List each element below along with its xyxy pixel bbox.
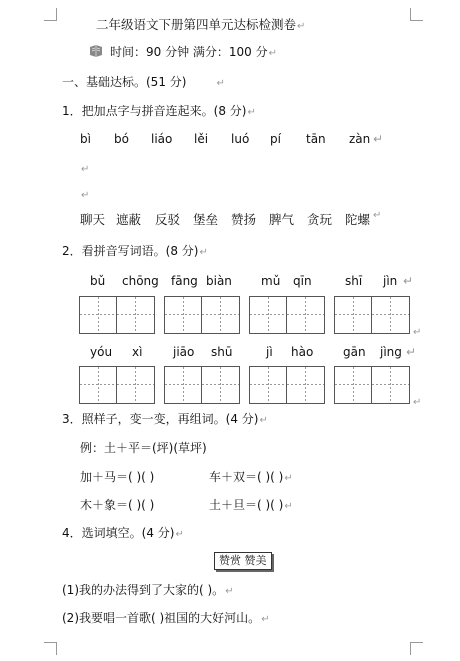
q1-pinyin-row: bì bó liáo lěi luó pí tān zàn ↵: [80, 132, 384, 146]
pinyin-item: bì: [80, 132, 91, 146]
writing-grid[interactable]: [79, 366, 155, 404]
pinyin-item: jìn: [383, 274, 398, 288]
pinyin-item: luó: [231, 132, 250, 146]
q2-pinyin-row-1: bǔ chōng fāng biàn mǔ qīn shī jìn ↵: [90, 274, 414, 288]
crop-mark-top-right: [410, 8, 423, 21]
question-1-label: 1．把加点字与拼音连起来。(8 分)↵: [62, 104, 256, 118]
section-heading: 一、基础达标。(51 分) ↵: [62, 75, 225, 89]
crop-mark-bottom-right: [410, 642, 423, 655]
q3-example: 例：土＋平＝(坪)(草坪): [80, 441, 207, 455]
pinyin-item: chōng: [122, 274, 159, 288]
book-icon: [88, 44, 104, 58]
page-title: 二年级语文下册第四单元达标检测卷↵: [96, 17, 306, 32]
word-item: 遮蔽: [116, 212, 142, 227]
q1-words-row: 聊天 遮蔽 反驳 堡垒 赞扬 脾气 贪玩 陀螺 ↵: [80, 210, 382, 227]
word-item: 堡垒: [193, 212, 219, 227]
q3-item: 加＋马＝( )( ): [80, 470, 155, 484]
pinyin-item: jì: [266, 345, 273, 359]
pinyin-item: bǔ: [90, 274, 106, 288]
writing-grid[interactable]: [334, 296, 410, 334]
q3-item: 木＋象＝( )( ): [80, 498, 155, 512]
pinyin-item: jìng: [380, 345, 402, 359]
word-item: 贪玩: [307, 212, 333, 227]
q4-sentence: (1)我的办法得到了大家的( )。↵: [62, 583, 234, 597]
q3-item: 土＋旦＝( )( )↵: [209, 498, 293, 512]
writing-grid[interactable]: [249, 296, 325, 334]
writing-grid[interactable]: [164, 366, 240, 404]
pinyin-item: xì: [132, 345, 143, 359]
q3-item: 车＋双＝( )( )↵: [209, 470, 293, 484]
pinyin-item: mǔ: [261, 274, 281, 288]
pinyin-item: tān: [306, 132, 326, 146]
pinyin-item: liáo: [151, 132, 173, 146]
word-choice-box: 赞赏 赞美: [214, 552, 272, 570]
pinyin-item: jiāo: [173, 345, 195, 359]
question-3-label: 3．照样子，变一变，再组词。(4 分)↵: [62, 412, 268, 426]
pinyin-item: fāng: [171, 274, 198, 288]
pinyin-item: lěi: [194, 132, 209, 146]
pinyin-item: qīn: [293, 274, 312, 288]
pinyin-item: shī: [345, 274, 363, 288]
word-item: 赞扬: [231, 212, 257, 227]
writing-grid[interactable]: [164, 296, 240, 334]
word-item: 聊天: [80, 212, 106, 227]
question-4-label: 4．选词填空。(4 分)↵: [62, 526, 184, 540]
word-item: 陀螺: [345, 212, 371, 227]
word-item: 脾气: [269, 212, 295, 227]
pinyin-item: pí: [270, 132, 281, 146]
pinyin-item: zàn: [349, 132, 371, 146]
crop-mark-bottom-left: [44, 642, 57, 655]
blank-line: ↵: [81, 164, 90, 175]
pinyin-item: biàn: [206, 274, 232, 288]
blank-line: ↵: [81, 190, 90, 201]
pinyin-item: shū: [211, 345, 233, 359]
pinyin-item: yóu: [90, 345, 113, 359]
pinyin-item: gān: [343, 345, 366, 359]
q4-sentence: (2)我要唱一首歌( )祖国的大好河山。↵: [62, 611, 270, 625]
q2-pinyin-row-2: yóu xì jiāo shū jì hào gān jìng ↵: [90, 345, 417, 359]
word-item: 反驳: [155, 212, 181, 227]
crop-mark-top-left: [44, 8, 57, 21]
pinyin-item: bó: [114, 132, 129, 146]
pinyin-item: hào: [291, 345, 314, 359]
writing-grid[interactable]: [79, 296, 155, 334]
writing-grid[interactable]: [334, 366, 410, 404]
writing-grid[interactable]: [249, 366, 325, 404]
question-2-label: 2．看拼音写词语。(8 分)↵: [62, 244, 208, 258]
exam-info: 时间：90 分钟 满分：100 分↵: [88, 44, 277, 62]
